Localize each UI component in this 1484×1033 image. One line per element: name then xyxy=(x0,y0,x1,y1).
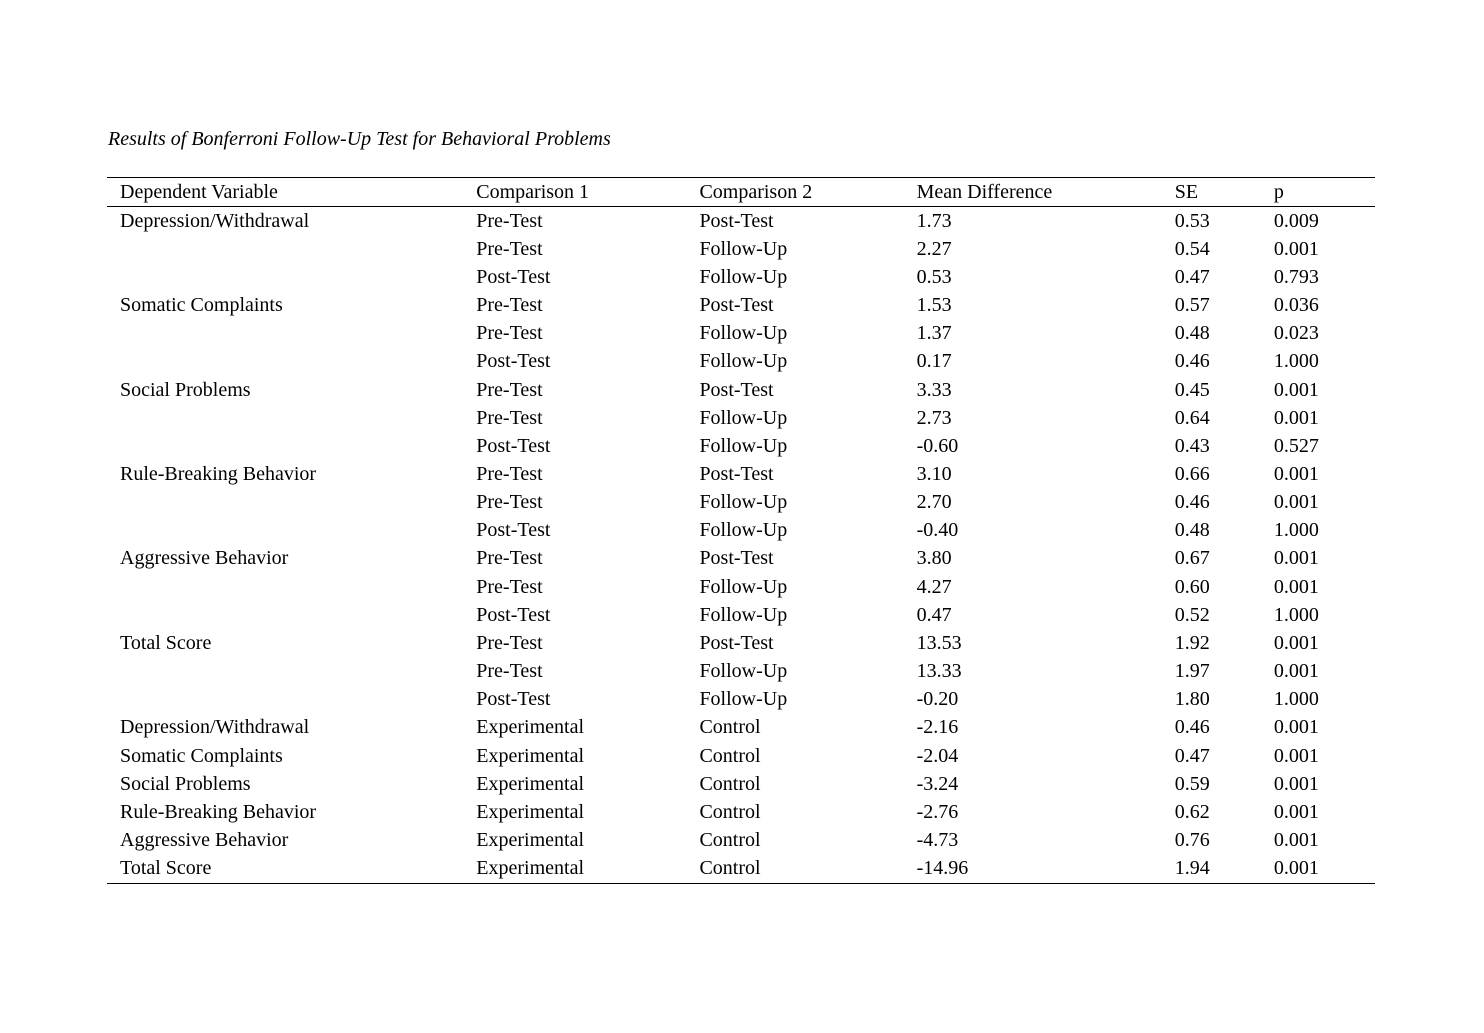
table-row xyxy=(107,686,1375,714)
cell-p: 0.001 xyxy=(1273,575,1319,598)
column-header-mean-difference: Mean Difference xyxy=(904,178,1162,207)
table-row xyxy=(107,545,1375,573)
cell-p: 0.036 xyxy=(1273,294,1319,317)
cell-p: 0.023 xyxy=(1273,322,1319,345)
table-row xyxy=(107,207,1375,236)
cell-dependent-variable xyxy=(107,517,463,545)
column-header-p: p xyxy=(1261,178,1375,207)
table-row xyxy=(107,489,1375,517)
cell-se: 0.48 xyxy=(1174,519,1210,542)
cell-se: 0.64 xyxy=(1174,406,1210,429)
cell-dependent-variable xyxy=(107,601,463,629)
cell-dependent-variable xyxy=(107,320,463,348)
cell-comparison-1: Post-Test xyxy=(476,603,551,626)
cell-se: 0.43 xyxy=(1174,434,1210,457)
cell-comparison-1: Pre-Test xyxy=(476,378,543,401)
cell-comparison-1: Post-Test xyxy=(476,265,551,288)
cell-se: 1.94 xyxy=(1162,855,1261,884)
cell-comparison-2: Follow-Up xyxy=(699,603,788,626)
table-row xyxy=(107,517,1375,545)
cell-mean-difference: -0.60 xyxy=(916,434,959,457)
cell-mean-difference: 13.33 xyxy=(916,660,962,683)
table-row xyxy=(107,235,1375,263)
cell-se: 0.62 xyxy=(1174,800,1210,823)
cell-comparison-1: Pre-Test xyxy=(476,237,543,260)
cell-mean-difference: 2.70 xyxy=(916,491,952,514)
cell-comparison-2: Follow-Up xyxy=(699,406,788,429)
cell-comparison-1: Post-Test xyxy=(476,519,551,542)
cell-dependent-variable: Rule-Breaking Behavior xyxy=(120,462,317,485)
cell-p: 1.000 xyxy=(1273,688,1319,711)
cell-comparison-2: Post-Test xyxy=(699,294,774,317)
cell-p: 0.001 xyxy=(1273,744,1319,767)
cell-mean-difference: 1.53 xyxy=(916,294,952,317)
cell-se: 0.54 xyxy=(1174,237,1210,260)
cell-dependent-variable xyxy=(107,263,463,291)
cell-se: 0.47 xyxy=(1174,265,1210,288)
cell-dependent-variable: Somatic Complaints xyxy=(120,294,283,317)
cell-comparison-2: Control xyxy=(699,829,761,852)
cell-comparison-2: Control xyxy=(699,716,761,739)
cell-mean-difference: -3.24 xyxy=(916,772,959,795)
cell-comparison-2: Follow-Up xyxy=(699,519,788,542)
table-row xyxy=(107,432,1375,460)
cell-dependent-variable: Depression/Withdrawal xyxy=(120,716,310,739)
cell-mean-difference: 0.53 xyxy=(916,265,952,288)
cell-p: 0.001 xyxy=(1261,855,1375,884)
table-row xyxy=(107,629,1375,657)
cell-comparison-2: Post-Test xyxy=(699,462,774,485)
cell-p: 0.001 xyxy=(1273,660,1319,683)
table-body xyxy=(107,207,1375,884)
cell-dependent-variable xyxy=(107,348,463,376)
cell-comparison-2: Follow-Up xyxy=(699,688,788,711)
cell-mean-difference: 1.37 xyxy=(916,322,952,345)
cell-mean-difference: 2.27 xyxy=(916,237,952,260)
cell-comparison-2: Post-Test xyxy=(699,378,774,401)
cell-dependent-variable: Aggressive Behavior xyxy=(120,829,289,852)
cell-dependent-variable: Social Problems xyxy=(120,378,251,401)
cell-mean-difference: 3.80 xyxy=(916,547,952,570)
table-row xyxy=(107,573,1375,601)
cell-p: 0.009 xyxy=(1273,209,1319,232)
cell-comparison-2: Control xyxy=(699,744,761,767)
cell-se: 0.46 xyxy=(1174,350,1210,373)
cell-comparison-1: Pre-Test xyxy=(476,406,543,429)
cell-comparison-1: Pre-Test xyxy=(476,575,543,598)
table-row xyxy=(107,460,1375,488)
cell-p: 0.001 xyxy=(1273,491,1319,514)
cell-mean-difference: 0.17 xyxy=(916,350,952,373)
table-header-row xyxy=(107,178,1375,207)
cell-se: 0.67 xyxy=(1174,547,1210,570)
cell-comparison-1: Pre-Test xyxy=(476,547,543,570)
results-table xyxy=(107,177,1375,884)
cell-se: 0.45 xyxy=(1174,378,1210,401)
cell-se: 0.76 xyxy=(1174,829,1210,852)
cell-comparison-1: Experimental xyxy=(476,744,584,767)
cell-p: 0.001 xyxy=(1273,716,1319,739)
cell-dependent-variable: Depression/Withdrawal xyxy=(120,209,310,232)
cell-comparison-2: Follow-Up xyxy=(699,237,788,260)
table-row xyxy=(107,348,1375,376)
table-row xyxy=(107,291,1375,319)
cell-se: 0.60 xyxy=(1174,575,1210,598)
table-row xyxy=(107,714,1375,742)
table-row xyxy=(107,658,1375,686)
table-row xyxy=(107,770,1375,798)
table-row xyxy=(107,404,1375,432)
cell-dependent-variable xyxy=(107,573,463,601)
cell-mean-difference: -14.96 xyxy=(904,855,1162,884)
table-row xyxy=(107,826,1375,854)
cell-mean-difference: 3.10 xyxy=(916,462,952,485)
cell-se: 0.66 xyxy=(1174,462,1210,485)
cell-comparison-2: Follow-Up xyxy=(699,265,788,288)
cell-se: 1.92 xyxy=(1174,631,1210,654)
cell-comparison-2: Follow-Up xyxy=(699,491,788,514)
cell-p: 0.793 xyxy=(1273,265,1319,288)
cell-comparison-1: Pre-Test xyxy=(476,631,543,654)
cell-comparison-2: Control xyxy=(699,800,761,823)
cell-mean-difference: 1.73 xyxy=(916,209,952,232)
cell-p: 0.001 xyxy=(1273,631,1319,654)
cell-mean-difference: 13.53 xyxy=(916,631,962,654)
cell-mean-difference: -4.73 xyxy=(916,829,959,852)
cell-comparison-2: Post-Test xyxy=(699,209,774,232)
cell-se: 0.47 xyxy=(1174,744,1210,767)
cell-comparison-2: Control xyxy=(686,855,903,884)
cell-p: 1.000 xyxy=(1273,603,1319,626)
cell-dependent-variable: Total Score xyxy=(120,631,212,654)
cell-dependent-variable: Aggressive Behavior xyxy=(120,547,289,570)
cell-p: 0.527 xyxy=(1273,434,1319,457)
cell-mean-difference: -0.40 xyxy=(916,519,959,542)
cell-comparison-2: Follow-Up xyxy=(699,322,788,345)
cell-mean-difference: 4.27 xyxy=(916,575,952,598)
cell-comparison-1: Post-Test xyxy=(476,434,551,457)
cell-dependent-variable xyxy=(107,432,463,460)
cell-comparison-1: Pre-Test xyxy=(476,209,543,232)
column-header-comparison-1: Comparison 1 xyxy=(463,178,686,207)
cell-comparison-1: Post-Test xyxy=(476,350,551,373)
cell-dependent-variable xyxy=(107,404,463,432)
cell-comparison-2: Follow-Up xyxy=(699,660,788,683)
cell-comparison-2: Control xyxy=(699,772,761,795)
cell-se: 0.53 xyxy=(1174,209,1210,232)
cell-mean-difference: -2.76 xyxy=(916,800,959,823)
cell-comparison-2: Post-Test xyxy=(699,631,774,654)
cell-comparison-2: Follow-Up xyxy=(699,434,788,457)
cell-dependent-variable xyxy=(107,658,463,686)
cell-se: 0.46 xyxy=(1174,491,1210,514)
cell-p: 1.000 xyxy=(1273,350,1319,373)
table-row xyxy=(107,601,1375,629)
cell-p: 1.000 xyxy=(1273,519,1319,542)
cell-dependent-variable xyxy=(107,686,463,714)
cell-dependent-variable: Rule-Breaking Behavior xyxy=(120,800,317,823)
cell-p: 0.001 xyxy=(1273,237,1319,260)
cell-mean-difference: -2.04 xyxy=(916,744,959,767)
cell-p: 0.001 xyxy=(1273,772,1319,795)
cell-mean-difference: 0.47 xyxy=(916,603,952,626)
table-row xyxy=(107,376,1375,404)
table-row xyxy=(107,320,1375,348)
cell-mean-difference: 2.73 xyxy=(916,406,952,429)
table-row xyxy=(107,742,1375,770)
cell-dependent-variable xyxy=(107,489,463,517)
cell-p: 0.001 xyxy=(1273,829,1319,852)
cell-se: 0.46 xyxy=(1174,716,1210,739)
cell-comparison-1: Experimental xyxy=(476,716,584,739)
cell-se: 0.52 xyxy=(1174,603,1210,626)
cell-se: 0.59 xyxy=(1174,772,1210,795)
cell-p: 0.001 xyxy=(1273,547,1319,570)
cell-comparison-1: Experimental xyxy=(476,829,584,852)
page-title: Results of Bonferroni Follow-Up Test for Behavioral Problems xyxy=(108,128,611,150)
column-header-se: SE xyxy=(1162,178,1261,207)
cell-p: 0.001 xyxy=(1273,462,1319,485)
cell-se: 0.57 xyxy=(1174,294,1210,317)
cell-comparison-1: Pre-Test xyxy=(476,462,543,485)
column-header-comparison-2: Comparison 2 xyxy=(686,178,903,207)
table-row xyxy=(107,855,1375,884)
cell-dependent-variable: Social Problems xyxy=(120,772,251,795)
cell-mean-difference: -2.16 xyxy=(916,716,959,739)
cell-se: 1.80 xyxy=(1174,688,1210,711)
cell-mean-difference: -0.20 xyxy=(916,688,959,711)
cell-p: 0.001 xyxy=(1273,406,1319,429)
cell-comparison-1: Experimental xyxy=(463,855,686,884)
cell-p: 0.001 xyxy=(1273,378,1319,401)
cell-comparison-2: Follow-Up xyxy=(699,350,788,373)
cell-comparison-1: Post-Test xyxy=(476,688,551,711)
cell-comparison-1: Pre-Test xyxy=(476,322,543,345)
cell-p: 0.001 xyxy=(1273,800,1319,823)
cell-comparison-2: Post-Test xyxy=(699,547,774,570)
table-row xyxy=(107,798,1375,826)
cell-comparison-1: Pre-Test xyxy=(476,294,543,317)
cell-se: 1.97 xyxy=(1174,660,1210,683)
cell-se: 0.48 xyxy=(1174,322,1210,345)
table-row xyxy=(107,263,1375,291)
cell-comparison-2: Follow-Up xyxy=(699,575,788,598)
cell-dependent-variable xyxy=(107,235,463,263)
cell-comparison-1: Pre-Test xyxy=(476,660,543,683)
cell-dependent-variable: Total Score xyxy=(107,855,463,884)
cell-comparison-1: Experimental xyxy=(476,772,584,795)
cell-dependent-variable: Somatic Complaints xyxy=(120,744,283,767)
cell-comparison-1: Pre-Test xyxy=(476,491,543,514)
cell-mean-difference: 3.33 xyxy=(916,378,952,401)
column-header-dependent-variable: Dependent Variable xyxy=(107,178,463,207)
cell-comparison-1: Experimental xyxy=(476,800,584,823)
